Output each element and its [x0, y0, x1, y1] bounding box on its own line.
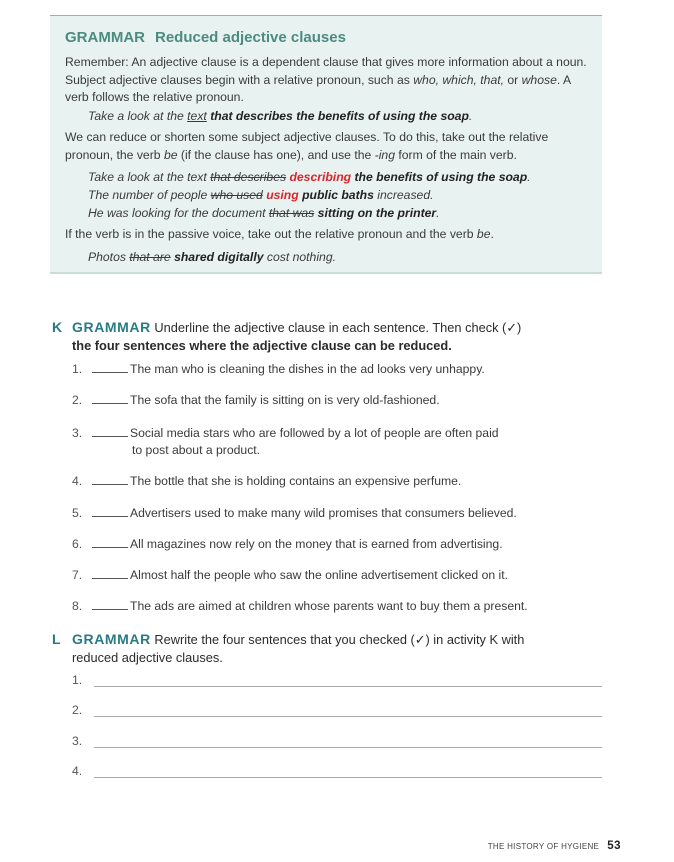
text: . A verb follows the relative pronoun. — [65, 72, 571, 104]
example-sentence — [88, 186, 434, 204]
item-text: All magazines now rely on the money that is earned from advertising. — [130, 537, 503, 551]
check-blank[interactable] — [92, 424, 128, 437]
check-blank[interactable] — [92, 360, 128, 373]
item-text: The ads are aimed at children whose parents want to buy them a present. — [130, 599, 528, 613]
text: who, which, that, — [413, 72, 505, 87]
item-number: 1. — [72, 362, 83, 376]
example-sentence — [88, 248, 336, 266]
exercise-item — [72, 424, 499, 459]
answer-line[interactable] — [94, 747, 602, 748]
text: form of the main verb. — [394, 147, 517, 162]
page-footer — [488, 840, 621, 852]
grammar-label: GRAMMAR — [65, 29, 145, 46]
text: If the verb is in the passive voice, take out the relative pronoun and the verb — [65, 227, 477, 241]
exercise-item — [72, 472, 461, 490]
check-blank[interactable] — [92, 566, 128, 579]
struck-text: that describes — [210, 170, 287, 184]
text: be — [163, 147, 178, 162]
writing-line[interactable] — [72, 703, 602, 717]
grammar-box — [50, 15, 602, 274]
activity-k-heading — [52, 318, 612, 355]
text: public baths — [302, 188, 374, 202]
text: Photos — [88, 250, 130, 264]
exercise-item — [72, 360, 485, 378]
rule-paragraph-3 — [65, 226, 595, 244]
line-number: 3. — [72, 734, 83, 748]
instruction-text: Rewrite the four sentences that you checked (✓) in activity K with — [154, 632, 525, 647]
instruction-text: reduced adjective clauses. — [72, 650, 223, 665]
activity-letter: K — [52, 319, 63, 335]
text: . — [436, 206, 440, 220]
item-text-continued: to post about a product. — [132, 443, 261, 457]
text: . — [468, 109, 473, 123]
check-blank[interactable] — [92, 535, 128, 548]
check-blank[interactable] — [92, 472, 128, 485]
example-sentence — [88, 107, 472, 125]
text: -ing — [374, 147, 395, 162]
check-blank[interactable] — [92, 504, 128, 517]
text: cost nothing. — [263, 250, 336, 264]
check-blank[interactable] — [92, 391, 128, 404]
struck-text: that was — [268, 206, 315, 220]
text: increased. — [373, 188, 434, 202]
item-number: 4. — [72, 474, 83, 488]
text: Remember: An adjective clause is a dependent clause that gives more information about a noun. Subject adjective clauses begin with a relative pronoun, such as — [65, 55, 587, 87]
grammar-box-title — [65, 29, 346, 46]
item-number: 8. — [72, 599, 83, 613]
reduced-verb: using — [266, 188, 299, 202]
text: the benefits of using the soap — [354, 170, 528, 184]
text: (if the clause has one), and use the — [177, 147, 375, 162]
text: be — [476, 227, 491, 241]
example-sentence — [88, 204, 440, 222]
struck-text: who used — [210, 188, 263, 202]
activity-label: GRAMMAR — [72, 631, 151, 647]
text: The number of people — [88, 188, 211, 202]
text: sitting on the printer — [317, 206, 437, 220]
item-text: The bottle that she is holding contains an expensive perfume. — [130, 474, 462, 488]
answer-line[interactable] — [94, 777, 602, 778]
writing-line[interactable] — [72, 734, 602, 748]
rule-paragraph-1 — [65, 54, 595, 107]
instruction-text: the four sentences where the adjective clause can be reduced. — [72, 338, 452, 353]
line-number: 4. — [72, 764, 83, 778]
item-text: Almost half the people who saw the online advertisement clicked on it. — [130, 568, 509, 582]
text: or — [504, 72, 522, 87]
check-blank[interactable] — [92, 597, 128, 610]
item-number: 5. — [72, 506, 83, 520]
exercise-item — [72, 566, 508, 584]
item-number: 3. — [72, 426, 83, 440]
line-number: 2. — [72, 703, 83, 717]
writing-line[interactable] — [72, 764, 602, 778]
item-text: Social media stars who are followed by a lot of people are often paid — [130, 426, 499, 440]
exercise-item — [72, 391, 440, 409]
rule-paragraph-2 — [65, 129, 595, 164]
exercise-item — [72, 535, 503, 553]
text: We can reduce or shorten some subject adjective clauses. To do this, take out the relative pronoun, the verb — [65, 130, 549, 162]
activity-l-heading — [52, 630, 612, 667]
item-text: The sofa that the family is sitting on is very old-fashioned. — [130, 393, 440, 407]
page-number: 53 — [607, 840, 621, 852]
text: . — [490, 227, 494, 241]
text: . — [527, 170, 531, 184]
example-sentence — [88, 168, 531, 186]
exercise-item — [72, 504, 517, 522]
text: Take a look at the text — [88, 170, 211, 184]
item-number: 2. — [72, 393, 83, 407]
answer-line[interactable] — [94, 686, 602, 687]
struck-text: that are — [129, 250, 171, 264]
item-number: 7. — [72, 568, 83, 582]
grammar-topic: Reduced adjective clauses — [155, 29, 346, 46]
answer-line[interactable] — [94, 716, 602, 717]
item-text: Advertisers used to make many wild promises that consumers believed. — [130, 506, 517, 520]
exercise-item — [72, 597, 528, 615]
text: shared digitally — [174, 250, 264, 264]
item-number: 6. — [72, 537, 83, 551]
line-number: 1. — [72, 673, 83, 687]
writing-line[interactable] — [72, 673, 602, 687]
underlined-noun: text — [187, 109, 207, 123]
item-text: The man who is cleaning the dishes in the ad looks very unhappy. — [130, 362, 485, 376]
reduced-verb: describing — [289, 170, 352, 184]
text: Take a look at the — [88, 109, 188, 123]
instruction-text: Underline the adjective clause in each sentence. Then check (✓) — [154, 320, 522, 335]
activity-letter: L — [52, 631, 61, 647]
text: whose — [521, 72, 557, 87]
activity-label: GRAMMAR — [72, 319, 151, 335]
adjective-clause: that describes the benefits of using the soap — [210, 109, 469, 123]
text: He was looking for the document — [88, 206, 269, 220]
section-title: THE HISTORY OF HYGIENE — [487, 842, 600, 851]
